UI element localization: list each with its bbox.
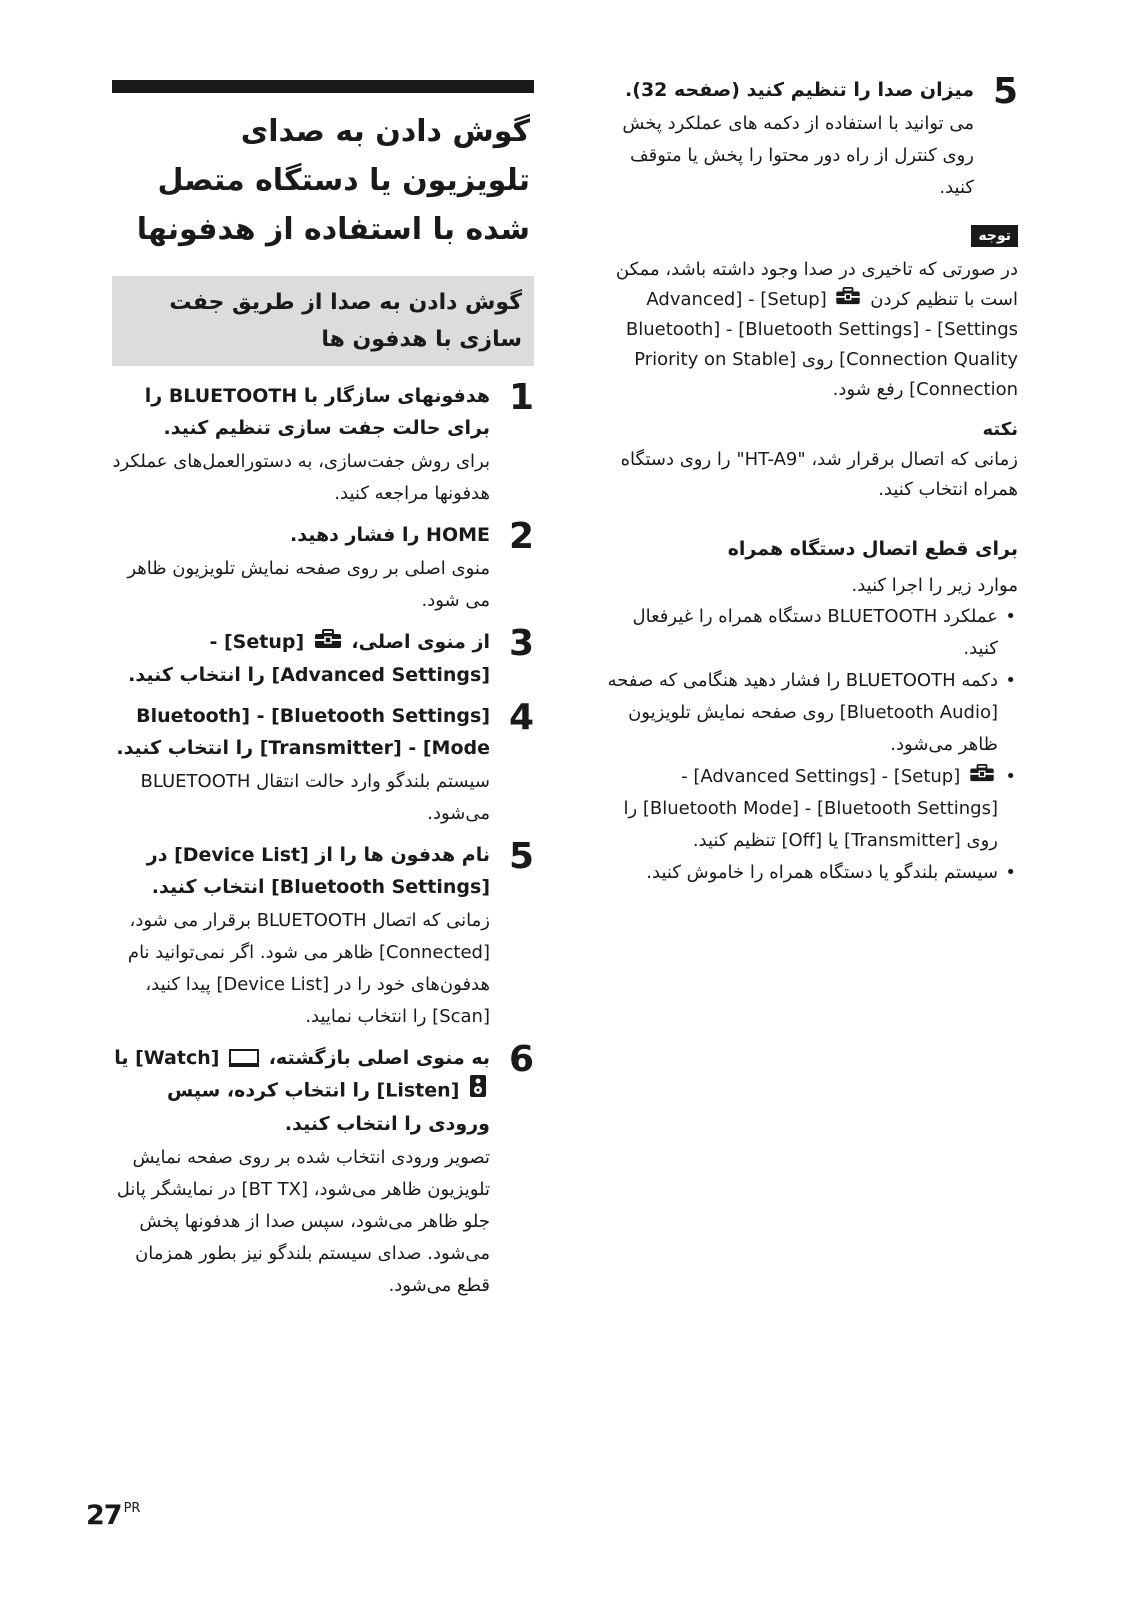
section-subtitle: گوش دادن به صدا از طریق جفت سازی با هدفون ها: [112, 276, 534, 366]
list-item-text: [Setup] - [Advanced Settings] - [Bluetooth Settings] - [Bluetooth Mode] را روی [Transmitter] یا [Off] تنظیم کنید.: [623, 766, 998, 851]
disconnect-list: [596, 601, 1018, 889]
toolbox-icon: [969, 761, 995, 793]
step-heading: HOME را فشار دهید.: [290, 524, 490, 546]
step-number: 5: [992, 71, 1018, 112]
step-heading-part-b: [Setup] - [Advanced Settings] را انتخاب کنید.: [128, 631, 490, 686]
step-heading-part-b: [Listen] را انتخاب کرده، سپس ورودی را انتخاب کنید.: [166, 1079, 490, 1135]
step-heading: نام هدفون ها را از [Device List] در [Bluetooth Settings] انتخاب کنید.: [146, 843, 490, 898]
step-body: منوی اصلی بر روی صفحه نمایش تلویزیون ظاهر می شود.: [127, 558, 490, 611]
disconnect-section-title: برای قطع اتصال دستگاه همراه: [727, 538, 1018, 560]
step-number: 2: [508, 516, 534, 557]
toolbox-icon: [314, 627, 342, 659]
step-number: 1: [508, 377, 534, 418]
speaker-icon: [469, 1074, 487, 1108]
step-body: زمانی که اتصال BLUETOOTH برقرار می شود، [Connected] ظاهر می شود. اگر نمی‌توانید نام هدفون‌های خود را در [Device List] پیدا کنید، [Scan] را انتخاب نمایید.: [127, 909, 490, 1027]
step-body: برای روش جفت‌سازی، به دستورالعمل‌های عملکرد هدفونها مراجعه کنید.: [112, 451, 490, 504]
step-heading: [112, 626, 490, 691]
list-item: • دکمه BLUETOOTH را فشار دهید هنگامی که صفحه [Bluetooth Audio] روی صفحه نمایش تلویزیون ظاهر می‌شود.: [596, 665, 998, 761]
step-number: 6: [508, 1038, 534, 1080]
step-5-volume: [596, 71, 1018, 204]
note-text: [596, 255, 1018, 405]
step-heading-part-mid: [Watch] یا: [114, 1046, 220, 1069]
page-number: [86, 1500, 140, 1531]
note-text-part-b: [Setup] - [Advanced Settings] - [Bluetooth Settings] - [Bluetooth Connection Quality] روی [Priority on Stable Connection] رفع شود.: [625, 289, 1018, 400]
page-number-value: 27: [86, 1500, 122, 1531]
step-2: [112, 516, 534, 617]
list-item: [596, 761, 998, 857]
step-4: [112, 696, 534, 830]
page-title: گوش دادن به صدای تلویزیون یا دستگاه متصل شده با استفاده از هدفونها: [136, 114, 530, 247]
note-text-part-a: در صورتی که تاخیری در صدا وجود داشته باشد، ممکن است با تنظیم کردن: [615, 259, 1018, 310]
step-body: می توانید با استفاده از دکمه های عملکرد پخش روی کنترل از راه دور محتوا را پخش یا متوقف کنید.: [622, 113, 974, 198]
step-number: 4: [508, 696, 534, 738]
step-heading-part-a: به منوی اصلی بازگشته،: [268, 1046, 490, 1069]
hint-text: زمانی که اتصال برقرار شد، "HT-A9" را روی دستگاه همراه انتخاب کنید.: [620, 449, 1018, 500]
step-5: [112, 835, 534, 1033]
left-column: [112, 80, 534, 1311]
right-column: [596, 71, 1018, 889]
step-number: 5: [508, 835, 534, 877]
list-item: • سیستم بلندگو یا دستگاه همراه را خاموش کنید.: [596, 857, 998, 889]
hint-label: نکته: [982, 419, 1018, 440]
title-rule: [112, 80, 534, 93]
page-number-suffix: PR: [123, 1501, 141, 1516]
step-1: [112, 377, 534, 510]
note-label: توجه: [971, 225, 1018, 247]
step-heading: میزان صدا را تنظیم کنید (صفحه 32).: [625, 79, 974, 101]
step-body: تصویر ورودی انتخاب شده بر روی صفحه نمایش تلویزیون ظاهر می‌شود، [BT TX] در نمایشگر پانل جلو ظاهر می‌شود، سپس صدا از هدفونها پخش می‌شود. صدای سیستم بلندگو نیز بطور همزمان قطع می‌شود.: [116, 1146, 490, 1296]
disconnect-intro: موارد زیر را اجرا کنید.: [851, 575, 1018, 596]
step-body: سیستم بلندگو وارد حالت انتقال BLUETOOTH می‌شود.: [140, 770, 490, 824]
step-heading: [112, 1042, 490, 1140]
step-6: [112, 1038, 534, 1302]
step-heading: هدفونهای سازگار با BLUETOOTH را برای حالت جفت سازی تنظیم کنید.: [144, 385, 490, 439]
list-item: • عملکرد BLUETOOTH دستگاه همراه را غیرفعال کنید.: [596, 601, 998, 665]
step-heading-part-a: از منوی اصلی،: [351, 631, 490, 653]
toolbox-icon: [835, 285, 861, 315]
step-heading: [Bluetooth Settings] - [Bluetooth Mode] - [Transmitter] را انتخاب کنید.: [116, 704, 490, 759]
step-3: [112, 623, 534, 691]
tv-icon: [229, 1049, 259, 1067]
step-number: 3: [508, 623, 534, 664]
